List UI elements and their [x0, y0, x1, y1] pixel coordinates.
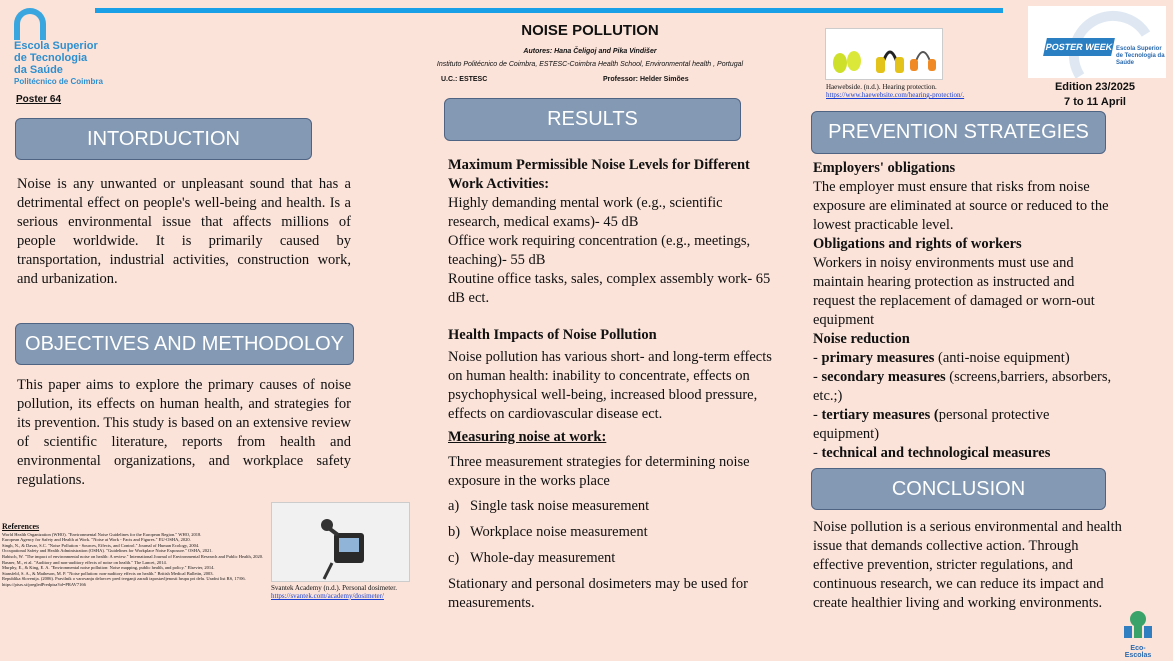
- edition-info: [1040, 80, 1150, 110]
- measure-item: - technical and technological measures: [813, 445, 1051, 461]
- eco-escolas-icon: [1118, 610, 1158, 640]
- results-body: [448, 156, 778, 613]
- employers-title: Employers' obligations: [813, 160, 956, 176]
- measure-detail: (screens,barriers, absorbers, etc.;): [813, 369, 1112, 404]
- references-title: References: [2, 522, 40, 531]
- noise-levels-title: Maximum Permissible Noise Levels for Different Work Activities:: [448, 157, 750, 192]
- measure-item: - primary measures (anti-noise equipment): [813, 350, 1070, 366]
- institution: Instituto Politécnico de Coimbra, ESTESC-Coimbra Health School, Environmental health , Portugal: [436, 61, 744, 68]
- strategy-text: Whole-day measurement: [470, 550, 616, 566]
- strategy-item: [448, 549, 778, 568]
- school-logo-icon: [14, 8, 46, 40]
- measure-item: - tertiary measures (personal protective equipment): [813, 407, 1050, 442]
- measuring-intro: Three measurement strategies for determining noise exposure in the works place: [448, 454, 750, 489]
- strategy-marker: c): [448, 550, 460, 566]
- school-name-line: Escola Superior: [14, 40, 98, 52]
- reference-item: Basner, M., et al. "Auditory and non-auditory effects of noise on health." The Lancet, 2014.: [2, 559, 167, 565]
- conclusion-header: CONCLUSION: [811, 468, 1106, 510]
- health-impacts-text: Noise pollution has various short- and long-term effects on human health: inability to concentrate, effects on psychophysical well-being, increased blood pressure, effects on cardiovascular disease ect.: [448, 349, 772, 422]
- strategy-item: [448, 497, 778, 516]
- measure-name: secondary measures: [821, 369, 946, 385]
- caption-text: Haewebside. (n.d.). Hearing protection.: [826, 83, 937, 91]
- prevention-header: PREVENTION STRATEGIES: [811, 111, 1106, 154]
- school-name: [14, 40, 134, 76]
- reference-item: Murphy, E., & King, E. A. "Environmental noise pollution: Noise mapping, public health, and policy." Elsevier, 2014.: [2, 565, 215, 571]
- top-accent-bar: [95, 8, 1003, 13]
- hearing-protection-link[interactable]: https://www.haewebsite.com/hearing-protection/.: [826, 91, 965, 99]
- strategy-item: [448, 523, 778, 542]
- strategy-text: Single task noise measurement: [470, 498, 650, 514]
- measure-name: primary measures: [821, 350, 935, 366]
- objectives-header: OBJECTIVES AND METHODOLOY: [15, 323, 354, 365]
- objectives-text: This paper aims to explore the primary causes of noise pollution, its effects on human health, and strategies for its prevention. This study is based on an extensive review of scientific literature, reports from health and environmental organizations, and workplace safety regulations.: [17, 377, 351, 488]
- measure-detail: personal protective equipment): [813, 407, 1050, 442]
- reduction-title: Noise reduction: [813, 331, 910, 347]
- conclusion-text: Noise pollution is a serious environmental and health issue that demands collective action. Through effective prevention, stricter regulations, and continuous research, we can reduce its impact and create healthier living and working environments.: [813, 519, 1122, 611]
- poster-week-flag: POSTER WEEK: [1043, 38, 1115, 56]
- noise-level-item: Highly demanding mental work (e.g., scientific research, medical exams)- 45 dB: [448, 195, 723, 230]
- poster-id: Poster 64: [16, 94, 62, 105]
- prevention-body: [813, 159, 1113, 463]
- measure-name: tertiary measures (: [821, 407, 939, 423]
- poster-title: NOISE POLLUTION: [521, 22, 659, 39]
- health-impacts-title: Health Impacts of Noise Pollution: [448, 327, 657, 343]
- workers-text: Workers in noisy environments must use and maintain hearing protection as instructed and request the replacement of damaged or worn-out equipment: [813, 255, 1095, 328]
- noise-level-item: Office work requiring concentration (e.g., meetings, teaching)- 55 dB: [448, 233, 751, 268]
- reference-item: European Agency for Safety and Health at Work. "Noise at Work - Facts and Figures." EU-OSHA, 2020.: [2, 537, 191, 543]
- reference-item: Occupational Safety and Health Administration (OSHA). "Guidelines for Workplace Noise Exposure." OSHA, 2021.: [2, 548, 213, 554]
- measuring-title: Measuring noise at work:: [448, 429, 607, 445]
- strategy-marker: a): [448, 498, 460, 514]
- noise-level-item: Routine office tasks, sales, complex assembly work- 65 dB ect.: [448, 271, 771, 306]
- eco-escolas-logo: [1118, 610, 1158, 659]
- measure-detail: (anti-noise equipment): [934, 350, 1070, 366]
- measure-item: - secondary measures (screens,barriers, absorbers, etc.;): [813, 369, 1112, 404]
- dosimeter-icon: [272, 503, 409, 581]
- reference-item: Stansfeld, S. A., & Matheson, M. P. "Noise pollution: non-auditory effects on health." British Medical Bulletin, 2003.: [2, 570, 214, 576]
- workers-title: Obligations and rights of workers: [813, 236, 1022, 252]
- reference-item: Singh, N., & Davar, S.C. "Noise Pollution - Sources, Effects, and Control." Journal of Human Ecology, 2004.: [2, 542, 200, 548]
- reference-item: Babisch, W. "The impact of environmental noise on health: A review." International Journal of Environmental Research and Public Health, 2020.: [2, 553, 264, 559]
- hearing-protection-image: [825, 28, 943, 80]
- poster-week-org: Escola Superior de Tecnologia da Saúde: [1116, 46, 1165, 66]
- dosimeters-text: Stationary and personal dosimeters may be used for measurements.: [448, 576, 748, 611]
- dosimeter-image: [271, 502, 410, 582]
- course-unit: U.C.: ESTESC: [441, 76, 488, 83]
- strategy-marker: b): [448, 524, 461, 540]
- measure-name: technical and technological measures: [821, 445, 1051, 461]
- reference-item: World Health Organization (WHO). "Environmental Noise Guidelines for the European Region." WHO, 2018.: [2, 531, 202, 537]
- hearing-protection-icon: [826, 29, 942, 79]
- caption-text: Svantek Academy (n.d.). Personal dosimeter.: [271, 584, 397, 592]
- school-name-line: de Tecnologia: [14, 52, 88, 64]
- edition-label: Edition 23/2025: [1054, 81, 1136, 93]
- professor: Professor: Helder Simões: [603, 76, 689, 83]
- strategy-text: Workplace noise measurement: [470, 524, 648, 540]
- school-name-line: da Saúde: [14, 64, 63, 76]
- employers-text: The employer must ensure that risks from noise exposure are eliminated at source or reduced to the lowest practicable level.: [813, 179, 1109, 233]
- dosimeter-link[interactable]: https://svantek.com/academy/dosimeter/: [271, 592, 384, 600]
- references: [2, 524, 264, 588]
- school-subtitle: Politécnico de Coimbra: [14, 77, 103, 86]
- results-header: RESULTS: [444, 98, 741, 141]
- dosimeter-caption: [271, 584, 421, 600]
- hearing-protection-caption: [826, 83, 976, 99]
- authors: Autores: Hana Čeligoj and Pika Vindišer: [523, 48, 657, 55]
- introduction-text: Noise is any unwanted or unpleasant sound that has a detrimental effect on people's well-being and health. Is a serious environmental issue that affects millions of people worldwide. It is primarily caused by transportation, industrial activities, construction work, and urbanization.: [17, 176, 351, 287]
- eco-escolas-label: Eco-Escolas: [1124, 645, 1152, 659]
- edition-dates: 7 to 11 April: [1064, 96, 1126, 108]
- reference-item: Republika Slovenija. (2006). Pravilnik o varovanju delavcev pred tveganji zaradi izpostavljenosti hrupu pri delu. Uradni list RS, 17/06. https://pisrs.si/pregledPredpisa?id=PRAV7166: [2, 576, 246, 587]
- introduction-header: INTORDUCTION: [15, 118, 312, 160]
